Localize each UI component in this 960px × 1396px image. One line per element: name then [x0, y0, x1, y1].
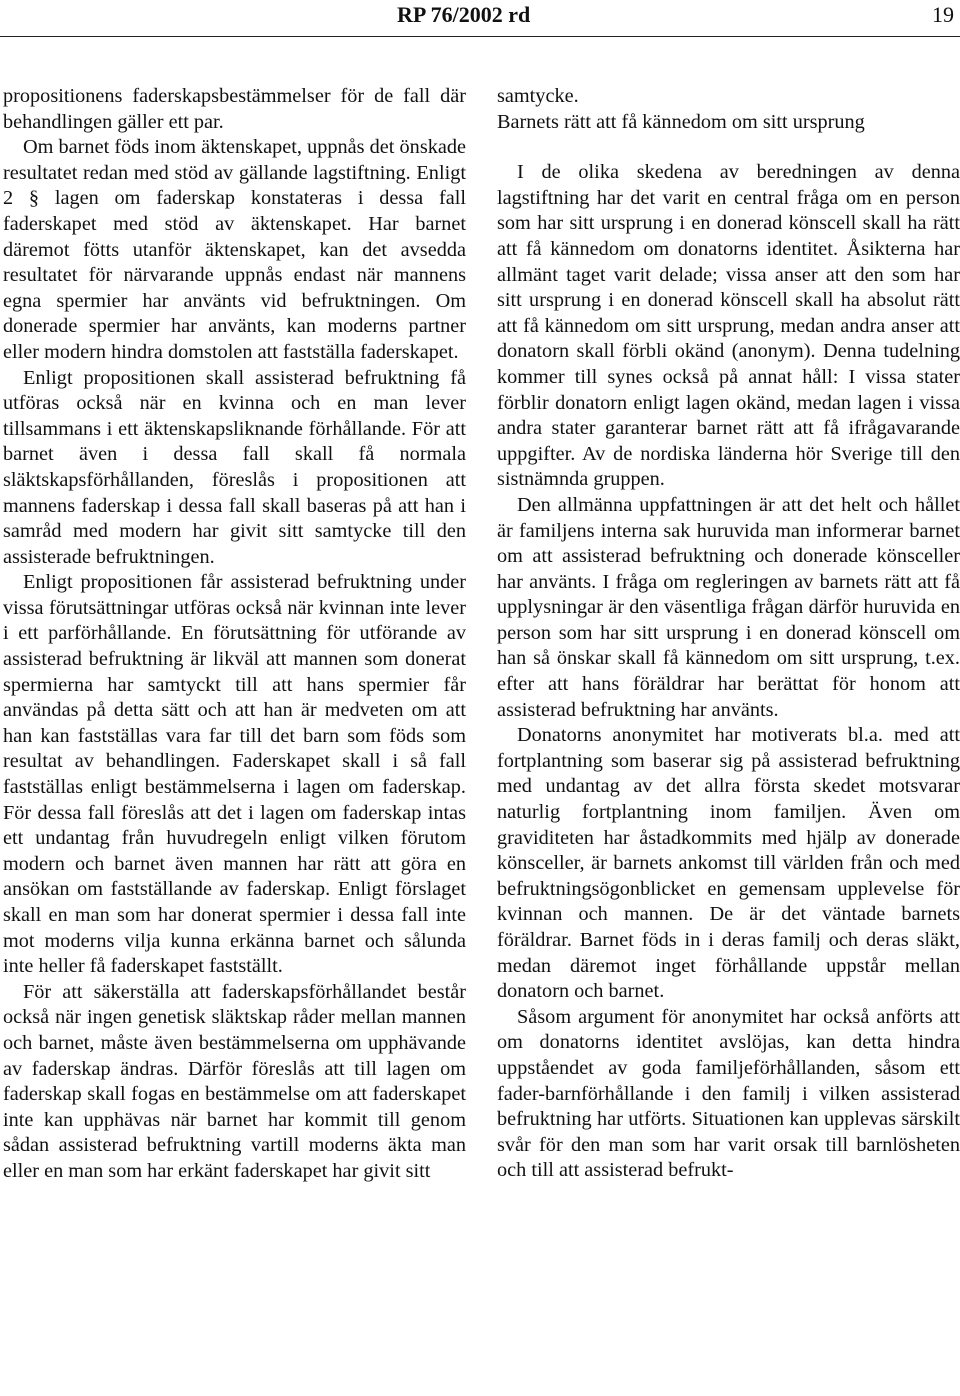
section-heading: Barnets rätt att få kännedom om sitt ursprung: [497, 110, 865, 133]
paragraph: Enligt propositionen skall assisterad befruktning få utföras också när en kvinna och en man lever tillsammans i ett äktenskapsliknande förhållande. För att barnet även i dessa fall skall få normala släktskapsförhållanden, föreslås i propositionen att mannens faderskap i dessa fall skall baseras på att han i samråd med modern har givit sitt samtycke till den assisterade befruktningen.: [3, 366, 466, 568]
page-number: 19: [932, 2, 954, 27]
paragraph: Om barnet föds inom äktenskapet, uppnås det önskade resultatet redan med stöd av gällande lagstiftning. Enligt 2 § lagen om faderskap konstateras i dessa fall faderskapet med stöd av äktenskapet. Har barnet däremot fötts utanför äktenskapet, kan det avsedda resultatet för närvarande uppnås endast när mannens egna spermier har använts vid befruktningen. Om donerade spermier har använts, kan moderns partner eller modern hindra domstolen att fastställa faderskapet.: [3, 136, 466, 363]
header-rule: [0, 36, 960, 37]
paragraph: propositionens faderskapsbestämmelser för de fall där behandlingen gäller ett par.: [3, 85, 466, 133]
paragraph: I de olika skedena av beredningen av denna lagstiftning har det varit en central fråga om en person som har sitt ursprung i en donerad könscell skall ha rätt att få kännedom om donatorns identitet. Åsikterna har allmänt taget varit delade; vissa anser att den som har sitt ursprung i en donerad könscell skall ha absolut rätt att få kännedom om sitt ursprung, medan andra anser att donatorn skall förbli okänd (anonym). Denna tudelning kommer till synes också på annat håll: I vissa stater förblir donatorn enligt lagen okänd, medan lagen i vissa andra stater garanterar barnet rätt att få ifrågavarande uppgifter. Av de nordiska länderna hör Sverige till den sistnämnda gruppen.: [497, 161, 960, 491]
paragraph: Donatorns anonymitet har motiverats bl.a. med att fortplantning som baserar sig på assisterad befruktning med undantag av det allra första skedet motsvarar naturlig fortplantning inom familjen. Även om graviditeten har åstadkommits med hjälp av donerade könsceller, är barnets ankomst till världen från och med befruktningsögonblicket en gemensam upplevelse för kvinnan och mannen. De är det väntade barnets föräldrar. Barnet föds in i deras familj och deras släkt, medan däremot inget förhållande uppstår mellan donatorn och barnet.: [497, 724, 960, 1003]
page-header: [0, 0, 960, 38]
right-column: [497, 84, 960, 1184]
left-column: [3, 84, 466, 1185]
paragraph: Den allmänna uppfattningen är att det helt och hållet är familjens interna sak huruvida man informerar barnet om att assisterad befruktning och donerade könsceller har använts. I fråga om regleringen av barnets rätt att få upplysningar är den väsentliga frågan därför huruvida en person som har sitt ursprung i en donerad könscell om han så önskar skall få kännedom om sitt ursprung, t.ex. efter att hans föräldrar har berättat för honom att assisterad befruktning har använts.: [497, 493, 960, 721]
paragraph: För att säkerställa att faderskapsförhållandet består också när ingen genetisk släktskap råder mellan mannen och barnet, måste även bestämmelserna om upphävande av faderskap ändras. Därför föreslås att till lagen om faderskap skall fogas en bestämmelse om att faderskapet inte kan upphävas när barnet har kommit till genom sådan assisterad befruktning vartill moderns äkta man eller en man som har erkänt faderskapet har givit sitt: [3, 980, 466, 1182]
document-id: RP 76/2002 rd: [397, 2, 531, 27]
paragraph: Enligt propositionen får assisterad befruktning under vissa förutsättningar utföras också när kvinnan inte lever i ett parförhållande. En förutsättning för utförande av assisterad befruktning är likväl att mannen som donerat spermierna har samtyckt till att hans spermier får användas på detta sätt och att han är medveten om att han kan fastställas vara far till det barn som föds som resultat av behandlingen. Faderskapet skall i så fall fastställas enligt bestämmelserna i lagen om faderskap. För dessa fall föreslås att det i lagen om faderskap intas ett undantag från huvudregeln enligt vilken förutom modern och barnet även mannen har rätt att göra en ansökan om fastställande av faderskap. Enligt förslaget skall en man som har donerat spermier i dessa fall inte mot moderns vilja kunna erkänna barnet och sålunda inte heller få faderskapet fastställt.: [3, 571, 466, 978]
continued-text: samtycke.: [497, 85, 579, 107]
paragraph: Såsom argument för anonymitet har också anförts att om donatorns identitet avslöjas, kan detta hindra uppståendet av goda familjeförhållanden, såsom ett fader-barnförhållande i den familj i vilken assisterad befruktning har utförts. Situationen kan upplevas särskilt svår för den man som har varit orsak till barnlösheten och till att assisterad befrukt-: [497, 1005, 960, 1182]
